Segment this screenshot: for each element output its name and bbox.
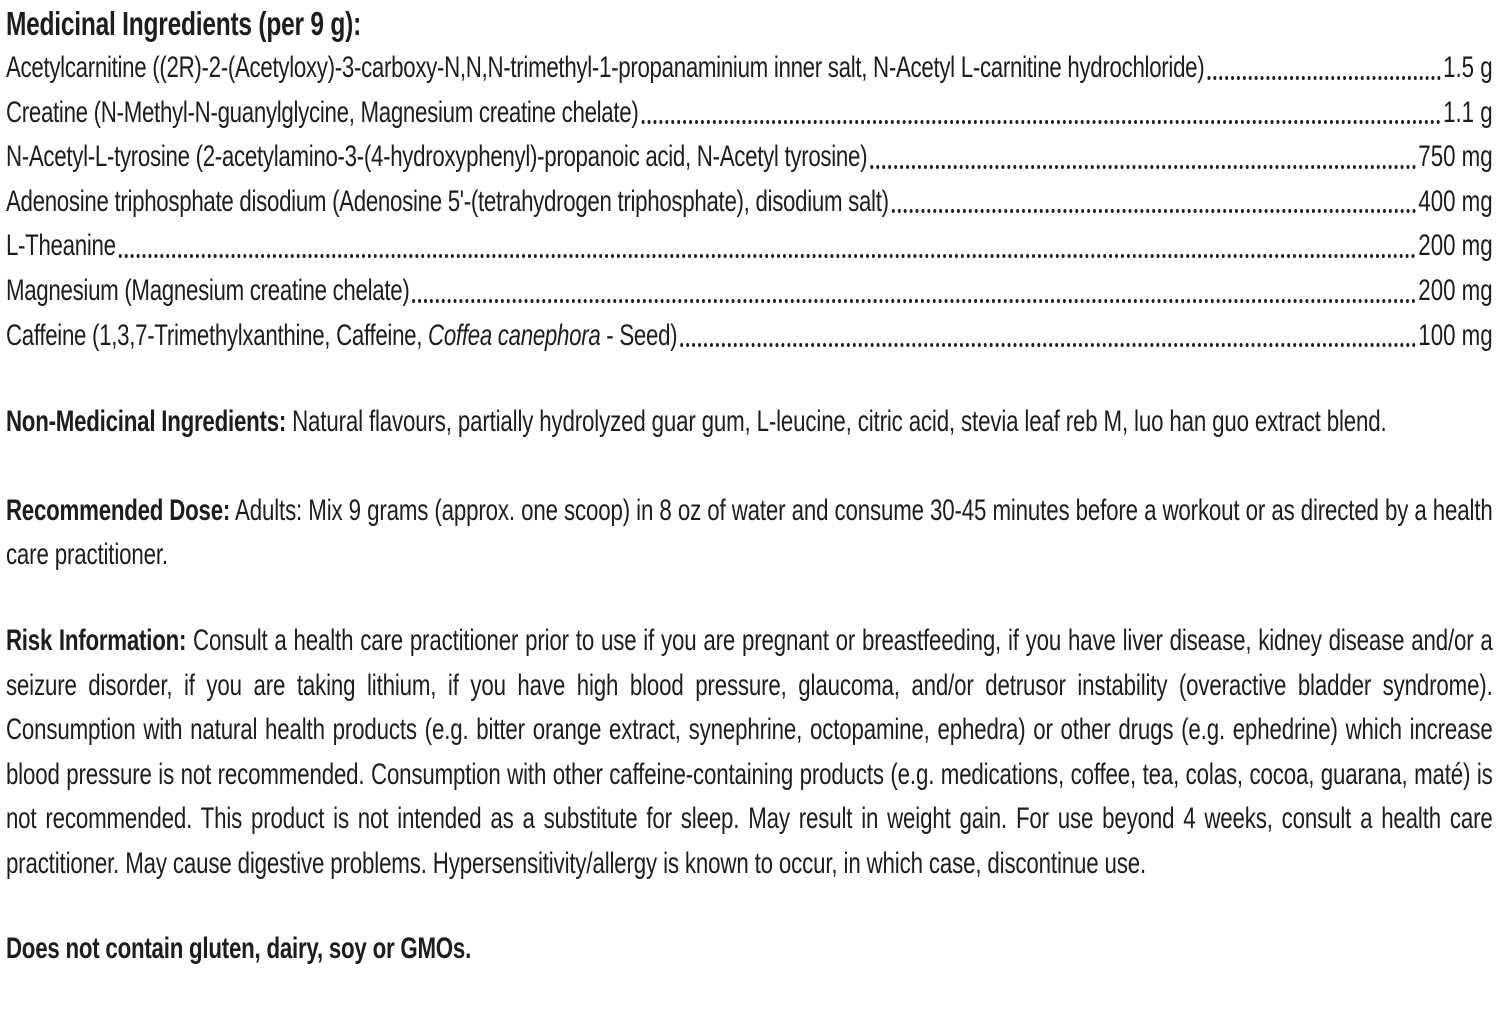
ingredient-name (6, 135, 867, 180)
non-medicinal-text: Natural flavours, partially hydrolyzed guar gum, L-leucine, citric acid, stevia leaf reb M, luo han guo extract blend. (292, 405, 1387, 439)
ingredient-name-text: Caffeine (1,3,7-Trimethylxanthine, Caffeine, (5, 318, 429, 352)
dotted-leader (119, 253, 1416, 258)
ingredient-name (6, 314, 677, 359)
ingredient-amount: 400 mg (1418, 184, 1493, 218)
dotted-leader (892, 208, 1416, 213)
ingredient-row (6, 91, 1493, 136)
ingredient-amount: 1.1 g (1443, 95, 1493, 129)
ingredient-name-italic: Coffea canephora (428, 318, 601, 352)
ingredient-row (6, 46, 1493, 91)
dotted-leader (870, 164, 1416, 169)
ingredient-name (6, 269, 410, 314)
ingredient-amount: 100 mg (1418, 318, 1493, 352)
ingredient-name-text: Magnesium (Magnesium creatine chelate) (5, 273, 410, 307)
recommended-dose-label: Recommended Dose: (5, 493, 231, 527)
dotted-leader (641, 119, 1440, 124)
ingredient-name-text: L-Theanine (5, 229, 116, 263)
ingredient-row (6, 135, 1493, 180)
recommended-dose-text: Adults: Mix 9 grams (approx. one scoop) in 8 oz of water and consume 30-45 minutes before a workout or as directed by a health care practitioner. (5, 493, 1493, 572)
ingredient-name (6, 180, 889, 225)
ingredient-name-text: Creatine (N-Methyl-N-guanylglycine, Magnesium creatine chelate) (5, 95, 639, 129)
ingredient-amount: 200 mg (1418, 273, 1493, 307)
dotted-leader (412, 298, 1416, 303)
non-medicinal-paragraph (6, 400, 1493, 445)
allergen-statement: Does not contain gluten, dairy, soy or GMOs. (5, 931, 472, 965)
risk-information-label: Risk Information: (5, 623, 187, 657)
medicinal-ingredients-heading: Medicinal Ingredients (per 9 g): (5, 5, 362, 42)
dotted-leader (1207, 75, 1440, 80)
risk-information-text: Consult a health care practitioner prior to use if you are pregnant or breastfeeding, if you have liver disease, kidney disease and/or a seizure disorder, if you are taking lithium, if you have high blood pressure, glaucoma, and/or detrusor instability (overactive bladder syndrome). Consumption with natural health products (e.g. bitter orange extract, synephrine, octopamine, ephedra) or other drugs (e.g. ephedrine) which increase blood pressure is not recommended. Consumption with other caffeine-containing products (e.g. medications, coffee, tea, colas, cocoa, guarana, maté) is not recommended. This product is not intended as a substitute for sleep. May result in weight gain. For use beyond 4 weeks, consult a health care practitioner. May cause digestive problems. Hypersensitivity/allergy is known to occur, in which case, discontinue use. (5, 623, 1493, 880)
ingredient-amount: 750 mg (1418, 140, 1493, 174)
medicinal-ingredients-list (6, 46, 1493, 358)
ingredient-row (6, 269, 1493, 314)
ingredient-name-text: N-Acetyl-L-tyrosine (2-acetylamino-3-(4-hydroxyphenyl)-propanoic acid, N-Acetyl tyrosine) (5, 140, 868, 174)
ingredient-row (6, 180, 1493, 225)
ingredient-name-post: - Seed) (600, 318, 678, 352)
recommended-dose-paragraph (6, 489, 1493, 578)
ingredient-row (6, 224, 1493, 269)
ingredient-name (6, 46, 1204, 91)
risk-information-paragraph (6, 619, 1493, 887)
ingredient-amount: 200 mg (1418, 229, 1493, 263)
non-medicinal-label: Non-Medicinal Ingredients: (5, 405, 287, 439)
ingredient-name (6, 91, 639, 136)
dotted-leader (680, 342, 1416, 347)
ingredient-name-text: Adenosine triphosphate disodium (Adenosine 5'-(tetrahydrogen triphosphate), disodium salt) (5, 184, 889, 218)
ingredient-name-text: Acetylcarnitine ((2R)-2-(Acetyloxy)-3-carboxy-N,N,N-trimethyl-1-propanaminium inner salt, N-Acetyl L-carnitine hydrochloride) (5, 51, 1205, 84)
ingredient-row (6, 314, 1493, 359)
ingredient-name (6, 224, 116, 269)
ingredient-amount: 1.5 g (1443, 51, 1493, 84)
